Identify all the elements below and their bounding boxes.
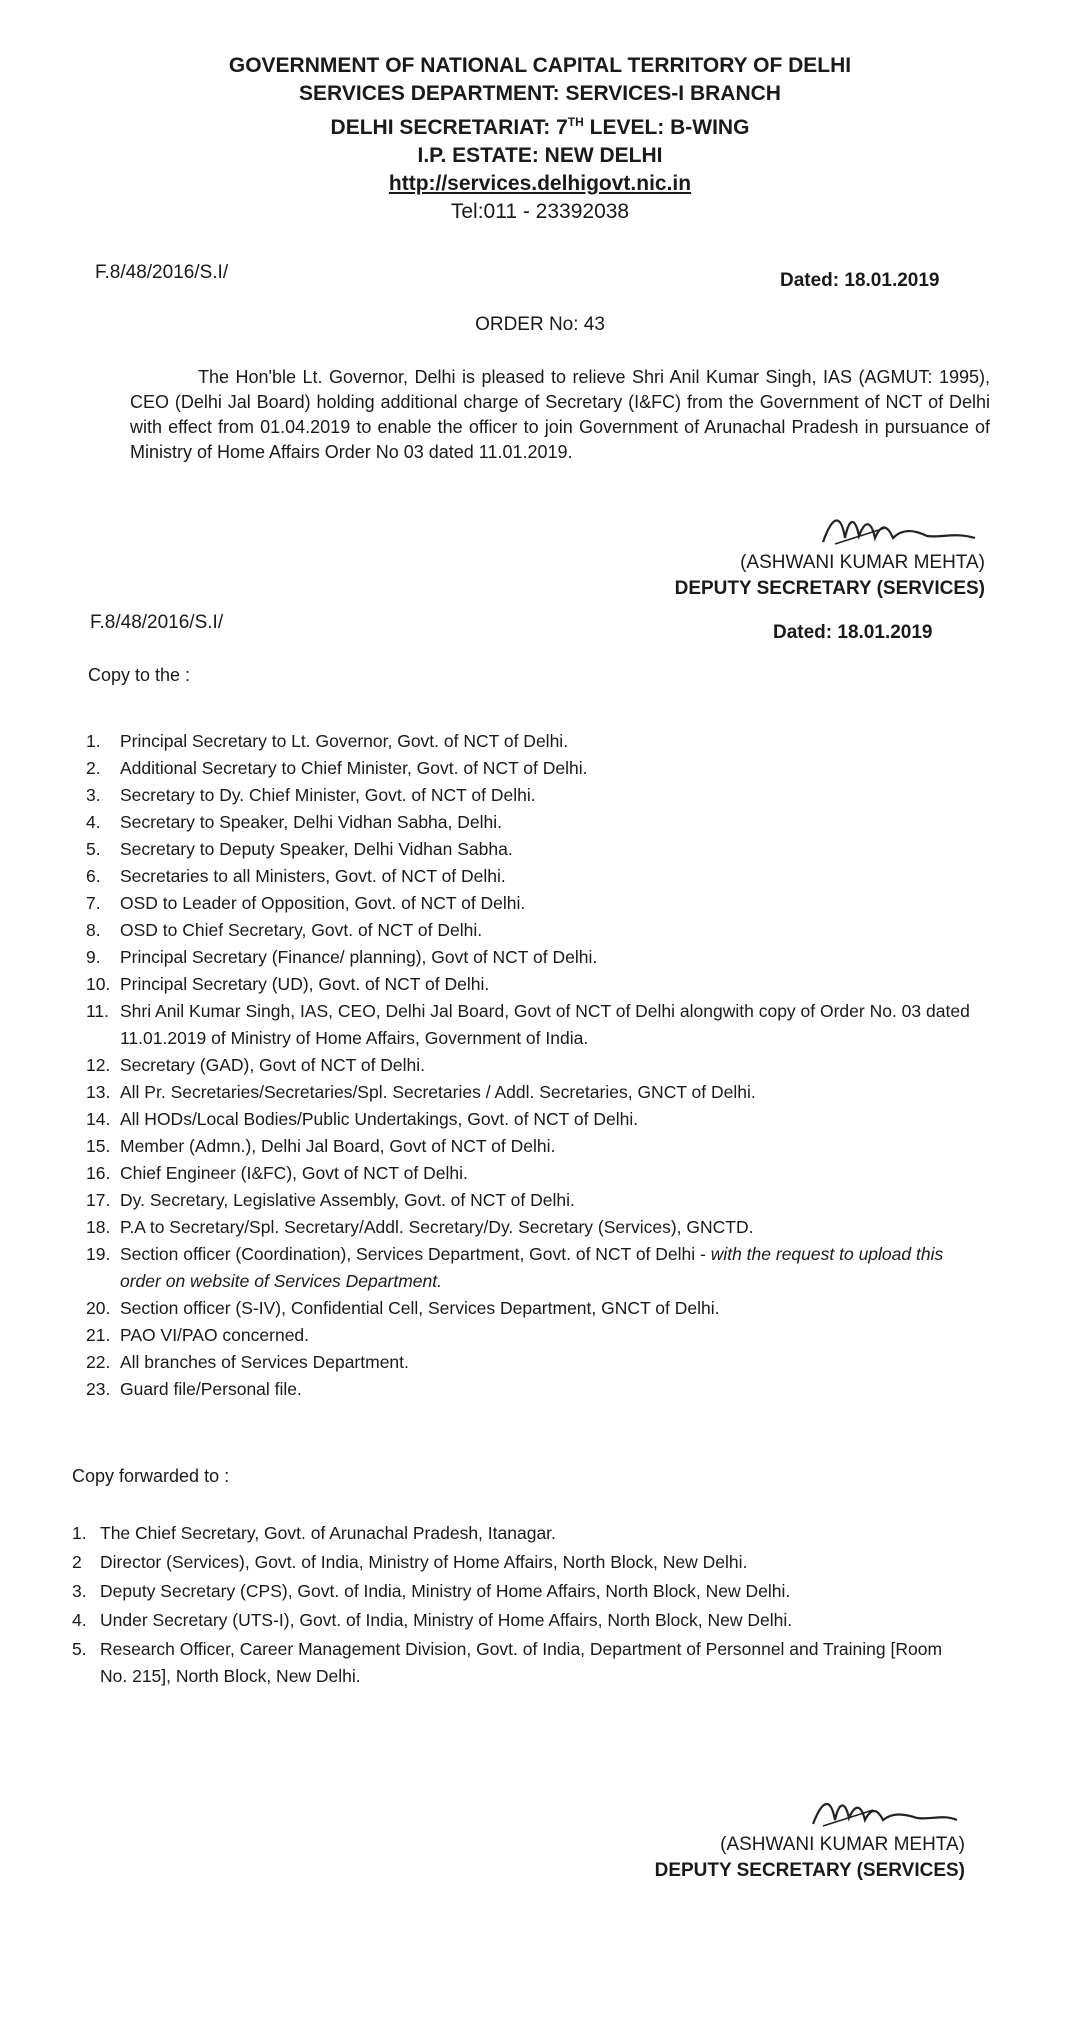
list-item-number: 4.	[72, 1610, 87, 1630]
signatory-designation: DEPUTY SECRETARY (SERVICES)	[674, 578, 985, 599]
list-item	[86, 971, 986, 998]
list-item-number: 10.	[86, 974, 111, 994]
list-item-number: 11.	[86, 1001, 110, 1021]
list-item	[86, 890, 986, 917]
list-item	[86, 782, 986, 809]
list-item	[72, 1578, 968, 1605]
letterhead-address: DELHI SECRETARIAT: 7TH LEVEL: B-WING	[330, 115, 750, 139]
list-item-text: Secretary to Dy. Chief Minister, Govt. of NCT of Delhi.	[120, 785, 536, 805]
list-item	[86, 1079, 986, 1106]
signature-block-copy	[655, 1792, 965, 1884]
letterhead-estate: I.P. ESTATE: NEW DELHI	[417, 144, 663, 167]
letterhead-department: SERVICES DEPARTMENT: SERVICES-I BRANCH	[299, 82, 781, 105]
list-item-number: 5.	[72, 1639, 87, 1659]
letterhead-government: GOVERNMENT OF NATIONAL CAPITAL TERRITORY OF DELHI	[228, 54, 852, 77]
copy-forwarded-list	[72, 1520, 968, 1692]
list-item-number: 9.	[86, 947, 101, 967]
list-item-number: 1.	[86, 731, 101, 751]
list-item-number: 12.	[86, 1055, 111, 1075]
list-item	[86, 809, 986, 836]
list-item	[72, 1607, 968, 1634]
list-item	[86, 1349, 986, 1376]
list-item-text: Principal Secretary (Finance/ planning), Govt of NCT of Delhi.	[120, 947, 598, 967]
list-item-text: OSD to Chief Secretary, Govt. of NCT of Delhi.	[120, 920, 483, 940]
list-item-number: 4.	[86, 812, 101, 832]
list-item-text: Principal Secretary (UD), Govt. of NCT of Delhi.	[120, 974, 490, 994]
list-item	[86, 998, 986, 1052]
list-item	[86, 944, 986, 971]
list-item	[86, 1187, 986, 1214]
letterhead	[0, 52, 1080, 226]
list-item-text: Principal Secretary to Lt. Governor, Govt. of NCT of Delhi.	[120, 731, 569, 751]
copy-to-list	[86, 728, 986, 1403]
list-item-number: 3.	[86, 785, 101, 805]
signature-mark	[815, 508, 985, 550]
signatory-name: (ASHWANI KUMAR MEHTA)	[720, 1834, 965, 1855]
list-item-number: 18.	[86, 1217, 111, 1237]
list-item-text: Section officer (S-IV), Confidential Cell, Services Department, GNCT of Delhi.	[120, 1298, 720, 1318]
list-item-text: Secretary (GAD), Govt of NCT of Delhi.	[120, 1055, 426, 1075]
list-item-note: with the request to upload this order on website of Services Department.	[120, 1244, 944, 1291]
list-item-text: OSD to Leader of Opposition, Govt. of NCT of Delhi.	[120, 893, 526, 913]
list-item-number: 19.	[86, 1244, 111, 1264]
list-item-text: All HODs/Local Bodies/Public Undertakings, Govt. of NCT of Delhi.	[120, 1109, 639, 1129]
list-item-number: 16.	[86, 1163, 111, 1183]
list-item-number: 3.	[72, 1581, 87, 1601]
list-item-text: Under Secretary (UTS-I), Govt. of India, Ministry of Home Affairs, North Block, New Delhi.	[100, 1610, 793, 1630]
list-item-text: Member (Admn.), Delhi Jal Board, Govt of NCT of Delhi.	[120, 1136, 556, 1156]
order-body: The Hon'ble Lt. Governor, Delhi is pleased to relieve Shri Anil Kumar Singh, IAS (AGMUT: 1995), CEO (Delhi Jal Board) holding additional charge of Secretary (I&FC) from the Government of NCT of Delhi with effect from 01.04.2019 to enable the officer to join Government of Arunachal Pradesh in pursuance of Ministry of Home Affairs Order No 03 dated 11.01.2019.	[130, 367, 990, 462]
list-item-text: Director (Services), Govt. of India, Ministry of Home Affairs, North Block, New Delhi.	[100, 1552, 748, 1572]
list-item-text: All branches of Services Department.	[120, 1352, 409, 1372]
signatory-designation: DEPUTY SECRETARY (SERVICES)	[654, 1860, 965, 1881]
list-item-text: Secretaries to all Ministers, Govt. of NCT of Delhi.	[120, 866, 506, 886]
list-item	[86, 1106, 986, 1133]
list-item-text: Deputy Secretary (CPS), Govt. of India, Ministry of Home Affairs, North Block, New Delhi.	[100, 1581, 791, 1601]
list-item-number: 7.	[86, 893, 101, 913]
copy-forwarded-label: Copy forwarded to :	[72, 1466, 230, 1486]
order-date: Dated: 18.01.2019	[780, 270, 940, 291]
list-item	[72, 1520, 968, 1547]
list-item-text: All Pr. Secretaries/Secretaries/Spl. Secretaries / Addl. Secretaries, GNCT of Delhi.	[120, 1082, 756, 1102]
list-item-text: Shri Anil Kumar Singh, IAS, CEO, Delhi Jal Board, Govt of NCT of Delhi alongwith copy of Order No. 03 dated 11.01.2019 of Ministry of Home Affairs, Government of India.	[120, 1001, 970, 1048]
list-item-text: P.A to Secretary/Spl. Secretary/Addl. Secretary/Dy. Secretary (Services), GNCTD.	[120, 1217, 754, 1237]
list-item	[86, 728, 986, 755]
list-item-text: Additional Secretary to Chief Minister, Govt. of NCT of Delhi.	[120, 758, 588, 778]
list-item-number: 17.	[86, 1190, 111, 1210]
signature-block-order	[675, 508, 985, 602]
list-item	[86, 917, 986, 944]
list-item-text: Research Officer, Career Management Division, Govt. of India, Department of Personnel and Training [Room No. 215], North Block, New Delhi.	[100, 1639, 943, 1686]
copy-to-label: Copy to the :	[88, 665, 191, 685]
list-item	[86, 1241, 986, 1295]
list-item	[72, 1636, 968, 1690]
list-item-number: 21.	[86, 1325, 111, 1345]
list-item-number: 5.	[86, 839, 101, 859]
list-item-number: 22.	[86, 1352, 111, 1372]
list-item-number: 6.	[86, 866, 101, 886]
list-item	[86, 1295, 986, 1322]
list-item-number: 8.	[86, 920, 101, 940]
signature-mark	[805, 1792, 965, 1832]
copy-file-reference: F.8/48/2016/S.I/	[90, 612, 224, 633]
list-item-text: Guard file/Personal file.	[120, 1379, 302, 1399]
list-item-number: 13.	[86, 1082, 111, 1102]
order-number: ORDER No: 43	[475, 314, 605, 335]
signatory-name: (ASHWANI KUMAR MEHTA)	[740, 552, 985, 573]
list-item-text: Dy. Secretary, Legislative Assembly, Govt. of NCT of Delhi.	[120, 1190, 575, 1210]
list-item-number: 23.	[86, 1379, 111, 1399]
list-item-text: The Chief Secretary, Govt. of Arunachal Pradesh, Itanagar.	[100, 1523, 556, 1543]
list-item	[86, 1322, 986, 1349]
telephone: Tel:011 - 23392038	[450, 200, 630, 223]
list-item-number: 20.	[86, 1298, 111, 1318]
list-item-text: Secretary to Speaker, Delhi Vidhan Sabha, Delhi.	[120, 812, 502, 832]
list-item-number: 2.	[86, 758, 101, 778]
website-link[interactable]: http://services.delhigovt.nic.in	[388, 172, 692, 195]
list-item-number: 2	[72, 1552, 82, 1572]
list-item-number: 15.	[86, 1136, 111, 1156]
file-reference: F.8/48/2016/S.I/	[95, 262, 229, 283]
list-item-number: 14.	[86, 1109, 111, 1129]
list-item	[86, 836, 986, 863]
list-item-text: Section officer (Coordination), Services Department, Govt. of NCT of Delhi -	[120, 1244, 711, 1264]
list-item	[86, 863, 986, 890]
list-item	[86, 1052, 986, 1079]
list-item	[86, 1133, 986, 1160]
list-item-text: Chief Engineer (I&FC), Govt of NCT of Delhi.	[120, 1163, 468, 1183]
list-item-text: PAO VI/PAO concerned.	[120, 1325, 310, 1345]
list-item	[72, 1549, 968, 1576]
copy-date: Dated: 18.01.2019	[773, 622, 933, 643]
list-item-number: 1.	[72, 1523, 87, 1543]
list-item	[86, 755, 986, 782]
list-item	[86, 1214, 986, 1241]
list-item	[86, 1376, 986, 1403]
list-item	[86, 1160, 986, 1187]
list-item-text: Secretary to Deputy Speaker, Delhi Vidhan Sabha.	[120, 839, 513, 859]
